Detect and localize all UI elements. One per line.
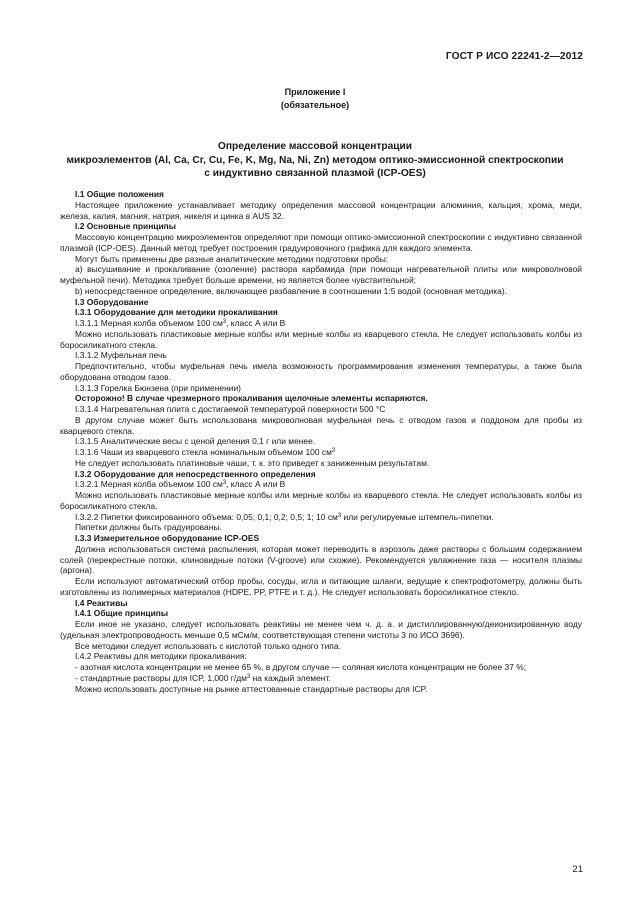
paragraph: I.3.1.4 Нагревательная плита с достигаемой температурой поверхности 500 °С [75, 404, 386, 414]
text-run: - стандартные растворы для ICP, 1,000 г/дм [75, 672, 247, 683]
heading-reagents-general: I.4.1 Общие принципы [75, 608, 169, 619]
appendix-label: Приложение I [284, 87, 346, 97]
paragraph: Если используют автоматический отбор пробы, сосуды, игла и питающие шланги, ведущие к спектрофотометру, должны быть изготовлены из полимерных материалов (HDPE, PP, PTFE и т. д.). Не следует использовать боросиликатное стекло. [60, 576, 582, 597]
paragraph: Массовую концентрацию микроэлементов определяют при помощи оптико-эмиссионной спектроскопии с индуктивно связанной плазмой (ICP-OES). Данный метод требует построения градуировочного графика для каждого элемента. [60, 232, 582, 253]
superscript: 3 [337, 512, 342, 519]
appendix-heading [60, 86, 570, 111]
paragraph: I.3.1.3 Горелка Бюнзена (при применении) [75, 382, 241, 393]
heading-ashing-equipment: I.3.1 Оборудование для методики прокаливания [75, 307, 278, 318]
title-line-2: микроэлементов (Al, Ca, Cr, Cu, Fe, K, Mg, Na, Ni, Zn) методом оптико-эмиссионной спектроскопии [66, 154, 564, 166]
document-body [60, 189, 582, 694]
heading-general-provisions: I.1 Общие положения [75, 189, 164, 199]
warning-text: Осторожно! В случае чрезмерного прокаливания щелочные элементы испаряются. [75, 393, 428, 404]
text-run: I.3.2.2 Пипетки фиксированного объема: 0,05; 0,1; 0,2; 0,5; 1; 10 см [75, 511, 338, 522]
heading-basic-principles: I.2 Основные принципы [75, 221, 176, 232]
title-line-3: с индуктивно связанной плазмой (ICP-OES) [204, 168, 426, 180]
superscript: 3 [222, 319, 227, 325]
superscript: 3 [222, 480, 227, 487]
paragraph: Можно использовать доступные на рынке аттестованные стандартные растворы для ICP. [75, 683, 428, 694]
paragraph: Если иное не указано, следует использовать реактивы не менее чем ч. д. а. и дистиллированную/деионизированную воду (удельная электропроводность меньше 0,5 мСм/м, соответствующая степени чистоты 3 по ИСО 3696). [60, 619, 582, 640]
paragraph: Должна использоваться система распыления, которая может переводить в аэрозоль даже растворы с большим содержанием солей (перекрестные потоки, клиновидные потоки (V-groove) или схожие). Рекомендуется увлажнение газа — носителя плазмы (аргона). [60, 543, 582, 576]
list-item: a) высушивание и прокаливание (озоление) раствора карбамида (при помощи нагревательной плиты или микроволновой муфельной печи). Методика требует больше времени, но является более чувствительной; [60, 264, 582, 285]
paragraph: Могут быть применены две разные аналитические методики подготовки пробы: [75, 253, 389, 264]
heading-reagents: I.4 Реактивы [75, 597, 128, 608]
paragraph: Предпочтительно, чтобы муфельная печь имела возможность программирования изменения температуры, а также была оборудована отводом газов. [60, 361, 582, 382]
paragraph: Не следует использовать платиновые чаши, т. к. это приведет к заниженным результатам. [75, 457, 430, 468]
paragraph: I.3.1.2 Муфельная печь [75, 350, 167, 361]
paragraph: Можно использовать пластиковые мерные колбы или мерные колбы из кварцевого стекла. Не следует использовать колбы из боросиликатного стекла. [60, 328, 582, 350]
paragraph: Настоящее приложение устанавливает методику определения массовой концентрации алюминия, кальция, хрома, меди, железа, калия, магния, натрия, никеля и цинка в AUS 32. [60, 199, 582, 221]
paragraph [60, 479, 582, 490]
paragraph: I.3.1.5 Аналитические весы с ценой деления 0,1 г или менее. [75, 436, 316, 447]
heading-equipment: I.3 Оборудование [75, 296, 149, 307]
text-run: I.3.1.1 Мерная колба объемом 100 см [75, 318, 223, 328]
heading-icp-equipment: I.3.3 Измерительное оборудование ICP-OES [75, 533, 260, 543]
paragraph [60, 512, 582, 523]
paragraph: I.4.2 Реактивы для методики прокаливания: [75, 651, 247, 662]
list-item: - азотная кислота концентрации не менее 65 %, в другом случае — соляная кислота концентрации не более 37 %; [75, 662, 527, 672]
paragraph: Все методики следует использовать с кислотой только одного типа. [75, 640, 341, 651]
paragraph [60, 318, 582, 329]
paragraph: Пипетки должны быть градуированы. [75, 522, 222, 533]
title-line-1: Определение массовой концентрации [217, 141, 413, 152]
heading-direct-equipment: I.3.2 Оборудование для непосредственного определения [75, 468, 316, 479]
text-run: , класс А или В [226, 479, 286, 490]
superscript: 3 [331, 448, 336, 454]
paragraph: Можно использовать пластиковые мерные колбы или мерные колбы из кварцевого стекла. Не следует использовать колбы из боросиликатного стекла. [60, 490, 582, 511]
appendix-status: (обязательное) [280, 99, 350, 110]
text-run: , класс А или В [226, 318, 286, 328]
standard-number: ГОСТ Р ИСО 22241-2—2012 [445, 51, 583, 62]
paragraph [60, 447, 582, 458]
text-run: на каждый элемент. [250, 672, 331, 683]
list-item: b) непосредственное определение, включающее разбавление в соотношении 1:5 водой (основная методика). [75, 285, 507, 296]
superscript: 3 [246, 673, 251, 680]
list-item [60, 673, 582, 684]
paragraph: В другом случае может быть использована микроволновая муфельная печь с отводом газов и поддоном для пробы из кварцевого стекла. [60, 414, 582, 436]
section-title [52, 140, 578, 181]
text-run: I.3.2.1 Мерная колба объемом 100 см [75, 479, 223, 490]
page-number: 21 [572, 864, 583, 875]
text-run: I.3.1.6 Чаши из кварцевого стекла номинальным объемом 100 см [75, 447, 332, 457]
text-run: или регулируемые штемпель-пипетки. [341, 511, 494, 522]
